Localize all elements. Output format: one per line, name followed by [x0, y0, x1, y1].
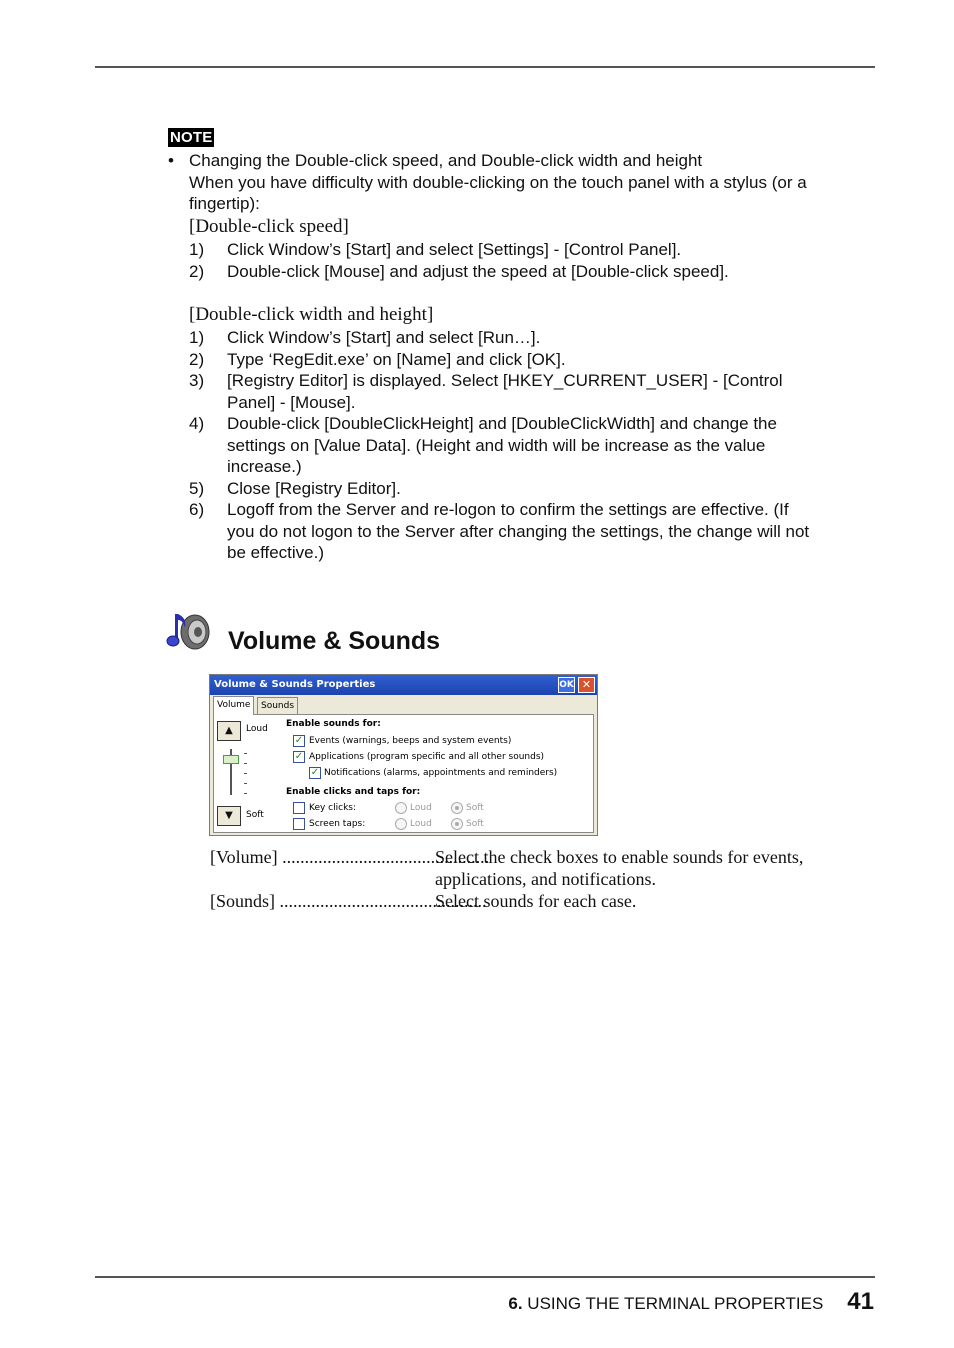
key-clicks-soft-radio[interactable] — [451, 802, 463, 814]
screen-taps-loud-label: Loud — [410, 819, 432, 829]
enable-clicks-heading: Enable clicks and taps for: — [286, 787, 421, 797]
definition-item — [210, 846, 870, 890]
events-checkbox[interactable]: ✓ — [294, 735, 304, 746]
key-clicks-loud-label: Loud — [410, 803, 432, 813]
volume-up-button[interactable]: ▲ — [217, 721, 241, 741]
speed-steps — [189, 239, 869, 282]
definition-term: [Volume] .............................................. — [210, 847, 490, 867]
bullet-intro-line: When you have difficulty with double-clicking on the touch panel with a stylus (or a — [189, 172, 807, 192]
volume-slider-thumb[interactable] — [223, 755, 239, 764]
screen-taps-checkbox[interactable] — [293, 818, 305, 830]
volume-down-button[interactable]: ▼ — [217, 806, 241, 826]
definition-desc: Select the check boxes to enable sounds for events, applications, and notifications. — [435, 847, 804, 889]
width-height-heading: [Double-click width and height] — [189, 304, 434, 325]
ok-button[interactable]: OK — [558, 677, 575, 693]
events-label: Events (warnings, beeps and system events) — [309, 736, 512, 746]
step-item: 4) Double-click [DoubleClickHeight] and [DoubleClickWidth] and change the settings on [Value Data]. (Height and width will be increase as the value increase.) — [189, 414, 777, 476]
screen-taps-loud-radio[interactable] — [395, 818, 407, 830]
close-button[interactable]: ✕ — [578, 677, 595, 693]
volume-slider[interactable] — [222, 749, 250, 799]
notifications-label: Notifications (alarms, appointments and reminders) — [324, 768, 558, 778]
bottom-rule — [95, 1276, 875, 1278]
footer-chapter: 6. USING THE TERMINAL PROPERTIES — [508, 1294, 824, 1313]
definition-item — [210, 890, 870, 912]
definition-list — [210, 846, 870, 912]
loud-label: Loud — [246, 724, 268, 734]
key-clicks-loud-radio[interactable] — [395, 802, 407, 814]
soft-label: Soft — [246, 810, 264, 820]
definition-term: [Sounds] .............................................. — [210, 891, 487, 911]
speed-heading: [Double-click speed] — [189, 216, 349, 237]
screen-taps-soft-label: Soft — [466, 819, 484, 829]
volume-sounds-dialog — [209, 674, 598, 836]
notifications-checkbox[interactable]: ✓ — [310, 767, 320, 778]
note-bullet — [168, 150, 868, 215]
step-item: 5) Close [Registry Editor]. — [189, 478, 401, 498]
dialog-titlebar — [210, 675, 597, 695]
screen-taps-soft-radio[interactable] — [451, 818, 463, 830]
top-rule — [95, 66, 875, 68]
section-title: Volume & Sounds — [228, 627, 441, 655]
applications-label: Applications (program specific and all other sounds) — [309, 752, 545, 762]
page-number: 41 — [847, 1288, 874, 1315]
step-item: 6) Logoff from the Server and re-logon to confirm the settings are effective. (If you do not logon to the Server after changing the settings, the change will not be effective.) — [189, 500, 810, 562]
key-clicks-soft-label: Soft — [466, 803, 484, 813]
enable-sounds-heading: Enable sounds for: — [286, 719, 381, 729]
tab-sounds[interactable]: Sounds — [257, 697, 298, 714]
step-item: 2) Type ‘RegEdit.exe’ on [Name] and click [OK]. — [189, 349, 566, 369]
width-height-steps — [189, 327, 869, 564]
step-item: 3) [Registry Editor] is displayed. Select [HKEY_CURRENT_USER] - [Control Panel] - [Mouse]. — [189, 371, 783, 412]
dialog-title: Volume & Sounds Properties — [214, 679, 376, 690]
page-footer — [508, 1288, 874, 1318]
bullet-text: Changing the Double-click speed, and Double-click width and height — [189, 151, 703, 170]
speaker-music-icon — [165, 610, 215, 654]
step-item: 1) Click Window’s [Start] and select [Settings] - [Control Panel]. — [189, 240, 682, 259]
key-clicks-label: Key clicks: — [309, 803, 357, 813]
bullet-marker: • — [168, 151, 174, 170]
step-item: 2) Double-click [Mouse] and adjust the speed at [Double-click speed]. — [189, 261, 729, 281]
bullet-intro-line: fingertip): — [189, 194, 260, 213]
key-clicks-checkbox[interactable] — [293, 802, 305, 814]
tab-volume[interactable]: Volume — [213, 696, 254, 715]
applications-checkbox[interactable]: ✓ — [294, 751, 304, 762]
definition-desc: Select sounds for each case. — [435, 891, 637, 911]
note-badge: NOTE — [170, 129, 213, 146]
screen-taps-label: Screen taps: — [309, 819, 366, 829]
step-item: 1) Click Window’s [Start] and select [Run…]. — [189, 328, 541, 347]
volume-tab-panel — [213, 714, 594, 833]
